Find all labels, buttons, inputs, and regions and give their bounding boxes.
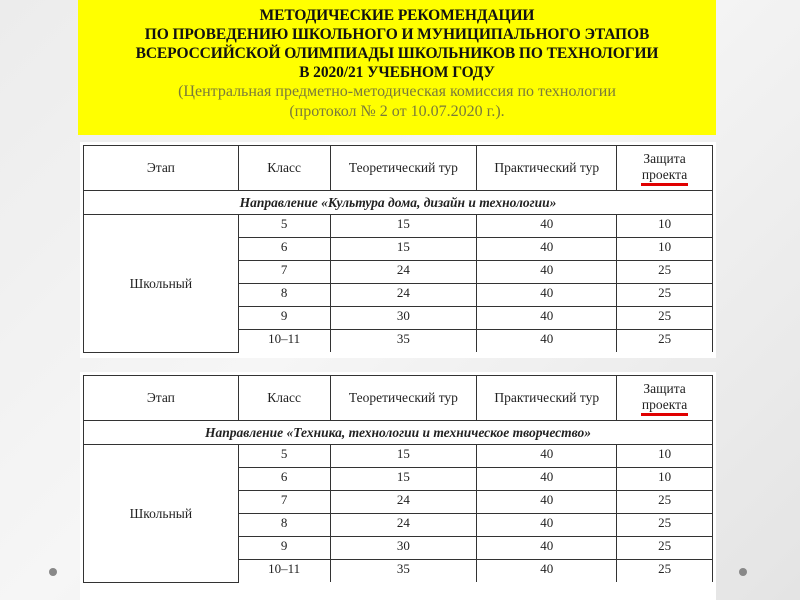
- subtitle-line: (Центральная предметно-методическая комиссия по технологии: [178, 83, 616, 100]
- header-project: Защита проекта: [617, 376, 713, 421]
- score-table-culture: [83, 145, 713, 353]
- red-underline-highlight: проекта: [641, 397, 688, 416]
- direction-label: Направление «Техника, технологии и техническое творчество»: [84, 421, 713, 445]
- score-table-image-2: [80, 372, 716, 600]
- practice-cell: 40: [477, 491, 617, 514]
- theory-cell: 35: [330, 330, 477, 353]
- practice-cell: 40: [477, 215, 617, 238]
- theory-cell: 24: [330, 491, 477, 514]
- project-cell: 25: [617, 261, 713, 284]
- title-banner: [78, 0, 716, 135]
- project-cell: 25: [617, 491, 713, 514]
- header-grade: Класс: [238, 376, 330, 421]
- table-header-row: [84, 146, 713, 191]
- theory-cell: 24: [330, 284, 477, 307]
- practice-cell: 40: [477, 468, 617, 491]
- grade-cell: 9: [238, 537, 330, 560]
- grade-cell: 7: [238, 261, 330, 284]
- project-cell: 10: [617, 215, 713, 238]
- theory-cell: 30: [330, 307, 477, 330]
- header-grade: Класс: [238, 146, 330, 191]
- score-table-technics: [83, 375, 713, 583]
- table-header-row: [84, 376, 713, 421]
- header-stage: Этап: [84, 376, 239, 421]
- direction-row: [84, 191, 713, 215]
- grade-cell: 8: [238, 514, 330, 537]
- header-theory: Теоретический тур: [330, 376, 477, 421]
- direction-label: Направление «Культура дома, дизайн и технологии»: [84, 191, 713, 215]
- header-practice: Практический тур: [477, 376, 617, 421]
- practice-cell: 40: [477, 445, 617, 468]
- grade-cell: 6: [238, 238, 330, 261]
- practice-cell: 40: [477, 330, 617, 353]
- project-cell: 25: [617, 284, 713, 307]
- grade-cell: 9: [238, 307, 330, 330]
- header-stage: Этап: [84, 146, 239, 191]
- title-line: ВСЕРОССИЙСКОЙ ОЛИМПИАДЫ ШКОЛЬНИКОВ ПО ТЕХНОЛОГИИ: [135, 45, 659, 62]
- header-project: Защита проекта: [617, 146, 713, 191]
- practice-cell: 40: [477, 537, 617, 560]
- theory-cell: 15: [330, 238, 477, 261]
- table-row: [84, 215, 713, 238]
- subtitle-line: (протокол № 2 от 10.07.2020 г.).: [289, 103, 505, 120]
- practice-cell: 40: [477, 514, 617, 537]
- slide-bullet-icon-left: [49, 568, 57, 576]
- title-line: В 2020/21 УЧЕБНОМ ГОДУ: [299, 64, 495, 81]
- header-practice: Практический тур: [477, 146, 617, 191]
- score-table-image-1: [80, 142, 716, 358]
- practice-cell: 40: [477, 284, 617, 307]
- header-theory: Теоретический тур: [330, 146, 477, 191]
- theory-cell: 35: [330, 560, 477, 583]
- project-cell: 25: [617, 560, 713, 583]
- project-cell: 10: [617, 238, 713, 261]
- project-cell: 25: [617, 537, 713, 560]
- grade-cell: 6: [238, 468, 330, 491]
- project-cell: 25: [617, 514, 713, 537]
- project-cell: 10: [617, 445, 713, 468]
- project-cell: 25: [617, 307, 713, 330]
- table-row: [84, 445, 713, 468]
- theory-cell: 24: [330, 261, 477, 284]
- practice-cell: 40: [477, 238, 617, 261]
- practice-cell: 40: [477, 307, 617, 330]
- theory-cell: 15: [330, 445, 477, 468]
- theory-cell: 24: [330, 514, 477, 537]
- grade-cell: 5: [238, 215, 330, 238]
- grade-cell: 10–11: [238, 330, 330, 353]
- project-cell: 10: [617, 468, 713, 491]
- theory-cell: 30: [330, 537, 477, 560]
- theory-cell: 15: [330, 468, 477, 491]
- project-cell: 25: [617, 330, 713, 353]
- grade-cell: 10–11: [238, 560, 330, 583]
- title-line: МЕТОДИЧЕСКИЕ РЕКОМЕНДАЦИИ: [259, 7, 535, 24]
- practice-cell: 40: [477, 560, 617, 583]
- grade-cell: 8: [238, 284, 330, 307]
- direction-row: [84, 421, 713, 445]
- slide-bullet-icon-right: [739, 568, 747, 576]
- title-line: ПО ПРОВЕДЕНИЮ ШКОЛЬНОГО И МУНИЦИПАЛЬНОГО ЭТАПОВ: [144, 26, 650, 43]
- stage-cell: Школьный: [84, 445, 239, 583]
- theory-cell: 15: [330, 215, 477, 238]
- stage-cell: Школьный: [84, 215, 239, 353]
- grade-cell: 5: [238, 445, 330, 468]
- grade-cell: 7: [238, 491, 330, 514]
- red-underline-highlight: проекта: [641, 167, 688, 186]
- practice-cell: 40: [477, 261, 617, 284]
